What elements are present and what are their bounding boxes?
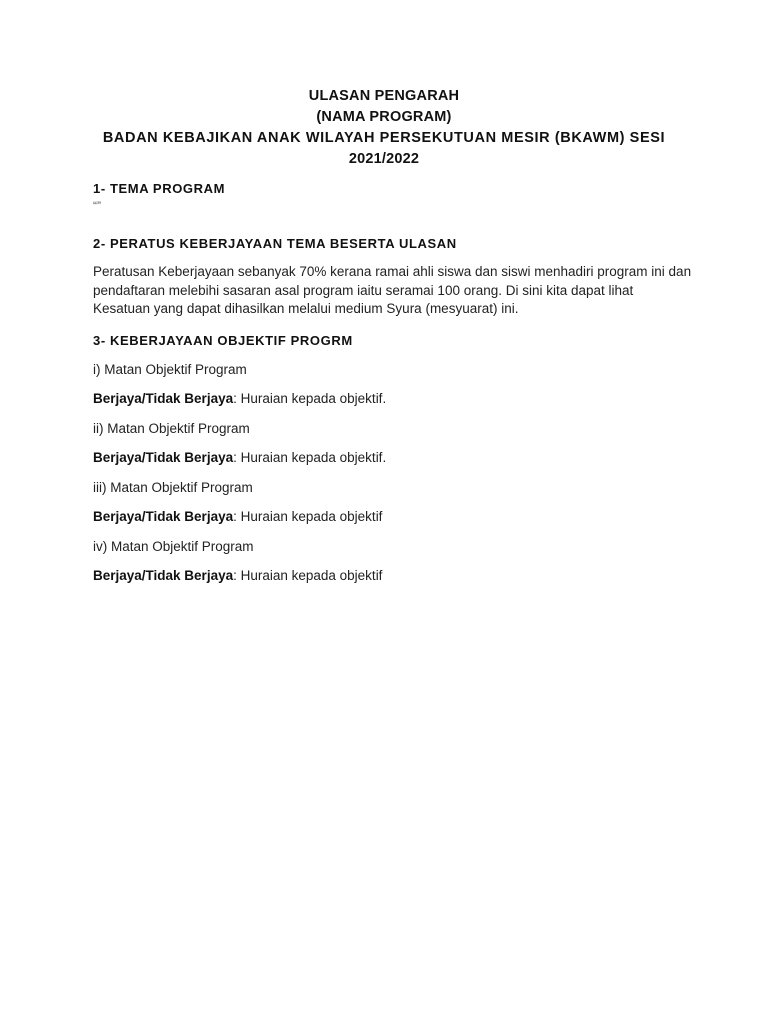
- document-body: [93, 180, 693, 586]
- organization-name: BADAN KEBAJIKAN ANAK WILAYAH PERSEKUTUAN MESIR (BKAWM) SESI: [102, 130, 666, 146]
- program-name-placeholder: (NAMA PROGRAM): [316, 109, 452, 125]
- objective-label-1: i) Matan Objektif Program: [93, 361, 247, 377]
- objective-result-4: [93, 567, 693, 586]
- objective-description: : Huraian kepada objektif.: [233, 391, 387, 406]
- section-heading-success-rate: 2- PERATUS KEBERJAYAAN TEMA BESERTA ULASAN: [93, 236, 457, 251]
- document-title-block: [0, 86, 768, 170]
- objective-label-4: iv) Matan Objektif Program: [93, 538, 254, 554]
- objective-status: Berjaya/Tidak Berjaya: [93, 568, 234, 583]
- success-rate-paragraph: Peratusan Keberjayaan sebanyak 70% kerana ramai ahli siswa dan siswi menhadiri program ini dan pendaftaran melebihi sasaran asal program iaitu seramai 100 orang. Di sini kita dapat lihat Kesatuan yang dapat dihasilkan melalui medium Syura (mesyuarat) ini.: [93, 264, 692, 316]
- objective-description: : Huraian kepada objektif: [233, 509, 383, 524]
- objective-result-2: [93, 449, 693, 468]
- objective-status: Berjaya/Tidak Berjaya: [93, 450, 234, 465]
- objective-result-3: [93, 508, 693, 527]
- objective-result-1: [93, 390, 693, 409]
- section-heading-objectives: 3- KEBERJAYAAN OBJEKTIF PROGRM: [93, 332, 353, 348]
- objective-description: : Huraian kepada objektif.: [233, 450, 387, 465]
- objective-status: Berjaya/Tidak Berjaya: [93, 391, 234, 406]
- document-title: ULASAN PENGARAH: [308, 88, 460, 104]
- objective-label-3: iii) Matan Objektif Program: [93, 479, 253, 495]
- section-heading-theme: 1- TEMA PROGRAM: [93, 181, 226, 196]
- objective-description: : Huraian kepada objektif: [233, 568, 383, 583]
- objective-status: Berjaya/Tidak Berjaya: [93, 509, 234, 524]
- objective-label-2: ii) Matan Objektif Program: [93, 420, 250, 436]
- session-year: 2021/2022: [348, 151, 420, 167]
- theme-value: “”: [93, 199, 101, 213]
